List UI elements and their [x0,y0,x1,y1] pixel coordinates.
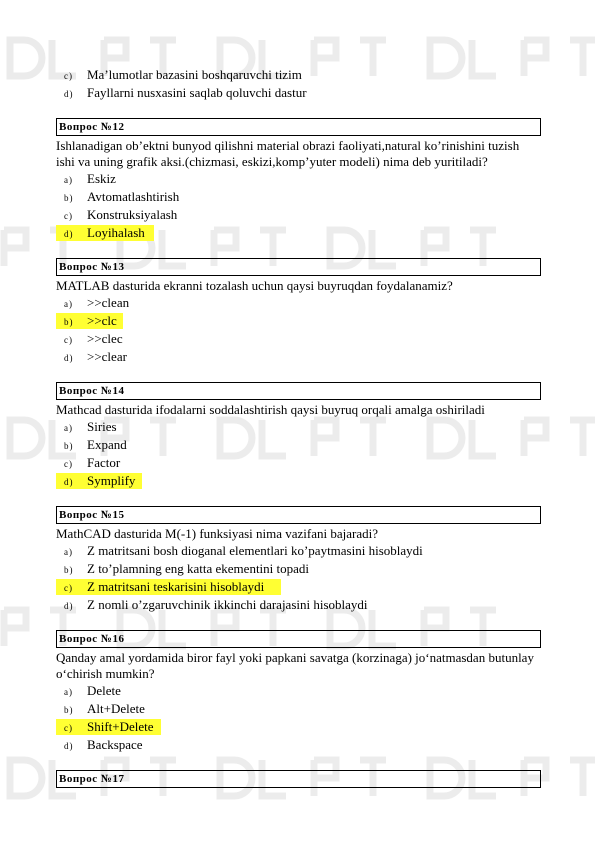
option-letter: c) [64,211,73,221]
option-letter: b) [64,441,74,451]
option-letter: c) [64,459,73,469]
option-b[interactable] [56,436,541,454]
question-header: Вопрос №12 [56,118,541,136]
option-text: Delete [87,683,121,698]
option-d-selected[interactable] [56,224,541,242]
option-text: Avtomatlashtirish [87,189,180,204]
option-text: Symplify [87,473,136,488]
question-header: Вопрос №14 [56,382,541,400]
option-text: Siries [87,419,117,434]
option-letter: c) [64,335,73,345]
option-text: Ma’lumotlar bazasini boshqaruvchi tizim [87,67,302,82]
option-letter: d) [64,353,74,363]
option-d[interactable] [56,736,541,754]
option-b[interactable] [56,560,541,578]
question-text: Mathcad dasturida ifodalarni soddalashtirish qaysi buyruq orqali amalga oshiriladi [56,402,485,417]
question-header: Вопрос №13 [56,258,541,276]
option-b[interactable] [56,700,541,718]
quiz-document [56,66,541,788]
option-letter: b) [64,317,74,327]
option-text: >>clec [87,331,123,346]
option-text: >>clean [87,295,130,310]
option-c[interactable] [56,454,541,472]
option-a[interactable] [56,294,541,312]
option-letter: c) [64,583,73,593]
question-text: MATLAB dasturida ekranni tozalash uchun qaysi buyruqdan foydalanamiz? [56,278,453,293]
option-letter: d) [64,477,74,487]
option-letter: d) [64,229,74,239]
question-header: Вопрос №15 [56,506,541,524]
option-text: Backspace [87,737,143,752]
option-text: Expand [87,437,127,452]
question-header: Вопрос №16 [56,630,541,648]
option-text: >>clc [87,313,117,328]
option-text: Shift+Delete [87,719,154,734]
option-text: Fayllarni nusxasini saqlab qoluvchi dastur [87,85,307,100]
question-text: Qanday amal yordamida biror fayl yoki papkani savatga (korzinaga) jo‘natmasdan butunlay o‘chirish mumkin? [56,650,534,681]
option-letter: d) [64,741,74,751]
option-a[interactable] [56,682,541,700]
option-text: >>clear [87,349,127,364]
option-text: Eskiz [87,171,116,186]
option-letter: a) [64,299,73,309]
option-c-selected[interactable] [56,578,541,596]
option-letter: a) [64,547,73,557]
option-letter: a) [64,687,73,697]
carryover-options [56,66,541,102]
option-a[interactable] [56,418,541,436]
option-b[interactable] [56,188,541,206]
option-letter: b) [64,565,74,575]
option-text: Z to’plamning eng katta ekementini topadi [87,561,310,576]
option-letter: c) [64,723,73,733]
option-b-selected[interactable] [56,312,541,330]
option-d[interactable] [56,84,541,102]
question-15 [56,506,541,614]
option-text: Konstruksiyalash [87,207,178,222]
question-text: Ishlanadigan ob’ektni bunyod qilishni material obrazi faoliyati,natural ko’rinishini tuzish ishi va uning grafik aksi.(chizmasi, eskizi,komp’yuter modeli) nima deb yuritiladi? [56,138,520,169]
question-17 [56,770,541,788]
option-text: Factor [87,455,121,470]
option-text: Z matritsani teskarisini hisoblaydi [87,579,265,594]
option-d[interactable] [56,596,541,614]
option-d[interactable] [56,348,541,366]
option-a[interactable] [56,542,541,560]
option-c-selected[interactable] [56,718,541,736]
question-header: Вопрос №17 [56,770,541,788]
option-c[interactable] [56,330,541,348]
option-text: Alt+Delete [87,701,145,716]
option-letter: b) [64,193,74,203]
option-letter: a) [64,423,73,433]
option-a[interactable] [56,170,541,188]
question-16 [56,630,541,754]
option-text: Z nomli o’zgaruvchinik ikkinchi darajasini hisoblaydi [87,597,368,612]
option-text: Z matritsani bosh dioganal elementlari ko’paytmasini hisoblaydi [87,543,423,558]
question-13 [56,258,541,366]
option-letter: c) [64,71,73,81]
option-c[interactable] [56,66,541,84]
option-letter: b) [64,705,74,715]
question-text: MathCAD dasturida M(-1) funksiyasi nima vazifani bajaradi? [56,526,379,541]
option-letter: a) [64,175,73,185]
question-14 [56,382,541,490]
option-text: Loyihalash [87,225,145,240]
option-d-selected[interactable] [56,472,541,490]
option-c[interactable] [56,206,541,224]
option-letter: d) [64,89,74,99]
question-12 [56,118,541,242]
option-letter: d) [64,601,74,611]
